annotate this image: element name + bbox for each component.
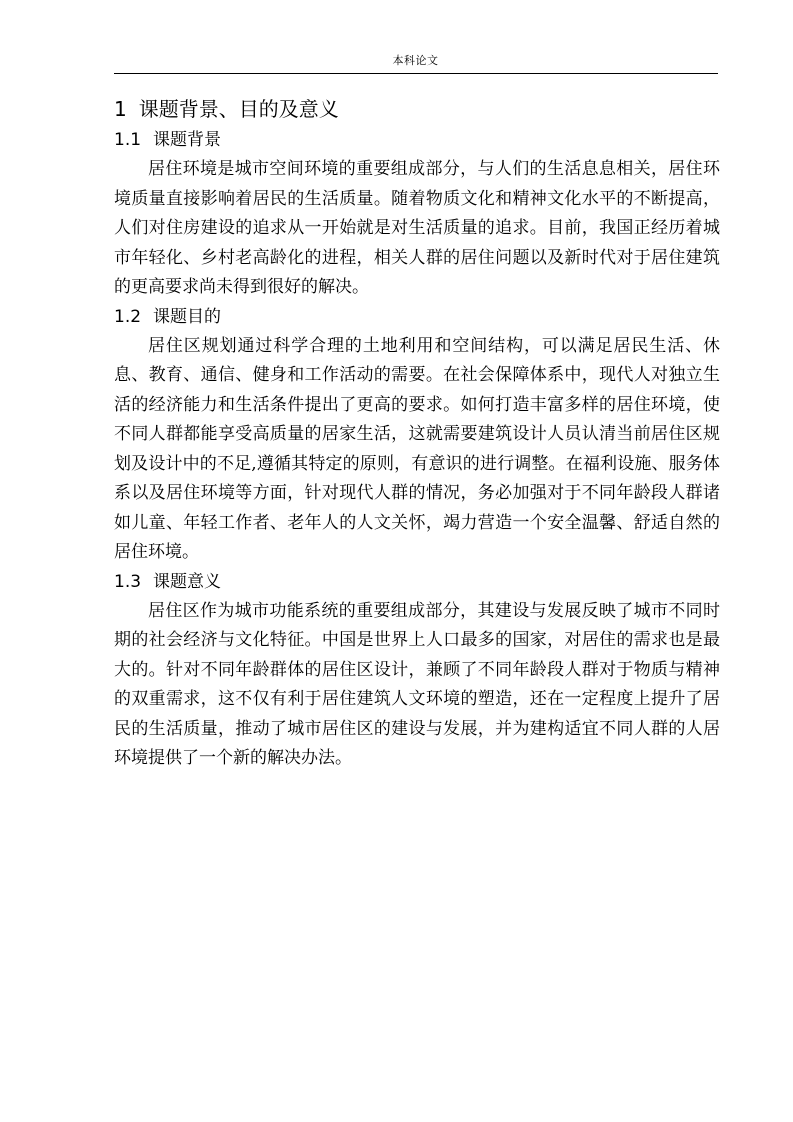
section-title: 课题意义 <box>153 571 222 592</box>
chapter-heading <box>114 92 720 126</box>
section-title: 课题目的 <box>153 306 222 327</box>
chapter-number: 1 <box>114 97 127 121</box>
section-number: 1.2 <box>114 306 142 327</box>
section-paragraph-purpose: 居住区规划通过科学合理的土地利用和空间结构，可以满足居民生活、休息、教育、通信、健身和工作活动的需要。在社会保障体系中，现代人对独立生活的经济能力和生活条件提出了更高的要求。如何打造丰富多样的居住环境，使不同人群都能享受高质量的居家生活，这就需要建筑设计人员认清当前居住区规划及设计中的不足,遵循其特定的原则，有意识的进行调整。在福利设施、服务体系以及居住环境等方面，针对现代人群的情况，务必加强对于不同年龄段人群诸如儿童、年轻工作者、老年人的人文关怀，竭力营造一个安全温馨、舒适自然的居住环境。 <box>114 335 720 562</box>
section-heading-significance <box>114 568 720 597</box>
section-heading-background <box>114 126 720 155</box>
document-body <box>114 92 720 774</box>
section-paragraph-significance: 居住区作为城市功能系统的重要组成部分，其建设与发展反映了城市不同时期的社会经济与文化特征。中国是世界上人口最多的国家，对居住的需求也是最大的。针对不同年龄群体的居住区设计，兼顾了不同年龄段人群对于物质与精神的双重需求，这不仅有利于居住建筑人文环境的塑造，还在一定程度上提升了居民的生活质量，推动了城市居住区的建设与发展，并为建构适宜不同人群的人居环境提供了一个新的解决办法。 <box>114 600 720 768</box>
section-heading-purpose <box>114 303 720 332</box>
section-title: 课题背景 <box>153 130 222 150</box>
section-paragraph-background: 居住环境是城市空间环境的重要组成部分，与人们的生活息息相关，居住环境质量直接影响着居民的生活质量。随着物质文化和精神文化水平的不断提高，人们对住房建设的追求从一开始就是对生活质量的追求。目前，我国正经历着城市年轻化、乡村老高龄化的进程，相关人群的居住问题以及新时代对于居住建筑的更高要求尚未得到很好的解决。 <box>114 159 720 297</box>
header-rule <box>114 73 718 74</box>
section-number: 1.1 <box>114 130 142 150</box>
page-header: 本科论文 <box>392 54 439 67</box>
chapter-title: 课题背景、目的及意义 <box>138 97 339 121</box>
section-number: 1.3 <box>114 571 142 592</box>
